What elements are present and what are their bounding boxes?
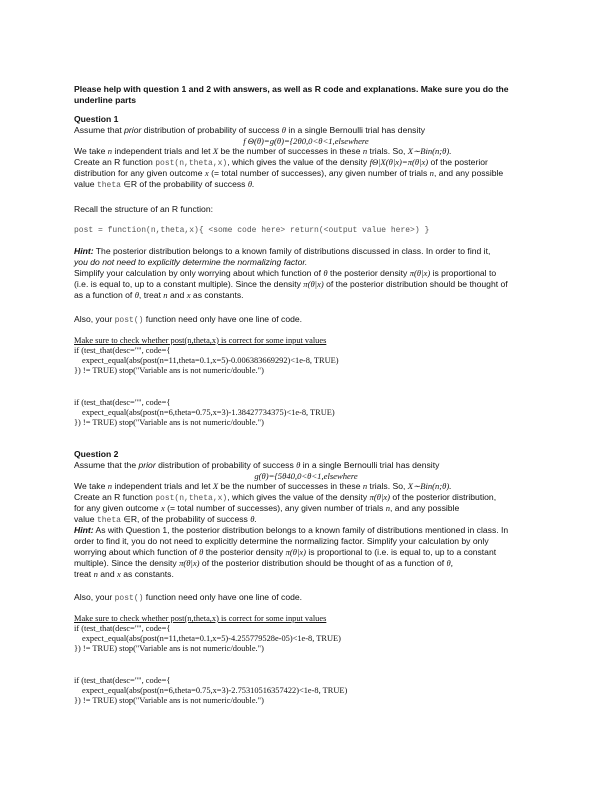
q2-test-1-line-2: expect_equal(abs(post(n=11,theta=0.1,x=5)-4.255779528e-05)<1e-8, TRUE) [82,634,341,643]
question-1-heading: Question 1 [74,114,119,124]
q2-hint-line-3: worrying about which function of θ the posterior density π(θ|x) is proportional to (i.e. is equal to, up to a constant [74,547,497,557]
q2-outcome-line: for any given outcome x (= total number of successes), any given number of trials n, and any possible [74,503,460,513]
q2-hint-line-2: order to find it, you do not need to explicitly determine the normalizing factor. Simplify your calculation by only [74,536,489,546]
q1-test-2-line-2: expect_equal(abs(post(n=6,theta=0.75,x=3)-1.38427734375)<1e-8, TRUE) [82,408,335,417]
q2-value-line: value theta ∈R, of the probability of success θ. [74,514,257,525]
q1-test-1-line-2: expect_equal(abs(post(n=11,theta=0.1,x=5)-0.006383669292)<1e-8, TRUE) [82,356,339,365]
intro-line-1: Please help with question 1 and 2 with answers, as well as R code and explanations. Make sure you do the [74,84,509,94]
q1-outcome-line: distribution for any given outcome x (= total number of successes), any given number of trials n, and any possible [74,168,504,178]
q2-hint-line-1: Hint: As with Question 1, the posterior distribution belongs to a known family of distributions mentioned in class. In [74,525,509,535]
q2-hint-line-4: multiple). Since the density π(θ|x) of the posterior distribution should be thought of as a function of θ, [74,558,453,568]
q2-test-2-line-3: }) != TRUE) stop("Variable ans is not numeric/double.") [74,696,264,705]
q1-simplify-line-2: (i.e. is equal to, up to a constant multiple). Since the density π(θ|x) of the posterior distribution should be thought of [74,279,508,289]
q2-check-title: Make sure to check whether post(n,theta,x) is correct for some input values [74,614,327,623]
q1-check-title: Make sure to check whether post(n,theta,x) is correct for some input values [74,336,327,345]
q1-value-line: value theta ∈R of the probability of success θ. [74,179,255,190]
intro-line-2: underline parts [74,95,137,105]
q1-simplify-line-3: as a function of θ, treat n and x as constants. [74,290,244,300]
q2-hint-line-5: treat n and x as constants. [74,569,174,579]
q2-prior-line: Assume that the prior distribution of probability of success θ in a single Bernoulli trial has density [74,460,440,470]
question-2-heading: Question 2 [74,449,119,459]
q1-one-line-note: Also, your post() function need only have one line of code. [74,314,303,325]
q2-test-2-line-2: expect_equal(abs(post(n=6,theta=0.75,x=3)-2.75310516357422)<1e-8, TRUE) [82,686,348,695]
q2-one-line-note: Also, your post() function need only have one line of code. [74,592,303,603]
q1-trials-line: We take n independent trials and let X be the number of successes in these n trials. So, X∼Bin(n;θ). [74,146,452,156]
q1-test-1-line-1: if (test_that(desc="", code={ [74,346,171,355]
q1-hint-line-2: you do not need to explicitly determine the normalizing factor. [74,257,308,267]
q1-code-structure: post = function(n,theta,x){ <some code here> return(<output value here>) } [74,226,430,235]
q1-recall-text: Recall the structure of an R function: [74,204,214,214]
q1-test-2-line-1: if (test_that(desc="", code={ [74,398,171,407]
q1-create-function-line: Create an R function post(n,theta,x), which gives the value of the density fΘ|X(θ|x)=π(θ|x) of the posterior [74,157,488,168]
q2-test-1-line-1: if (test_that(desc="", code={ [74,624,171,633]
q1-prior-line: Assume that prior distribution of probability of success θ in a single Bernoulli trial has density [74,125,426,135]
q1-test-1-line-3: }) != TRUE) stop("Variable ans is not numeric/double.") [74,366,264,375]
q1-density-formula: f Θ(θ)=g(θ)={2θ0,0<θ<1,elsewhere [243,136,369,146]
q2-test-2-line-1: if (test_that(desc="", code={ [74,676,171,685]
q2-trials-line: We take n independent trials and let X be the number of successes in these n trials. So, X∼Bin(n;θ). [74,481,452,491]
q2-create-function-line: Create an R function post(n,theta,x), which gives the value of the density π(θ|x) of the posterior distribution, [74,492,497,503]
q1-simplify-line-1: Simplify your calculation by only worrying about which function of θ the posterior density π(θ|x) is proportional to [74,268,497,278]
q2-test-1-line-3: }) != TRUE) stop("Variable ans is not numeric/double.") [74,644,264,653]
q1-test-2-line-3: }) != TRUE) stop("Variable ans is not numeric/double.") [74,418,264,427]
q1-hint-line-1: Hint: The posterior distribution belongs to a known family of distributions discussed in class. In order to find it, [74,246,491,256]
q2-density-formula: g(θ)={5θ40,0<θ<1,elsewhere [254,471,358,481]
